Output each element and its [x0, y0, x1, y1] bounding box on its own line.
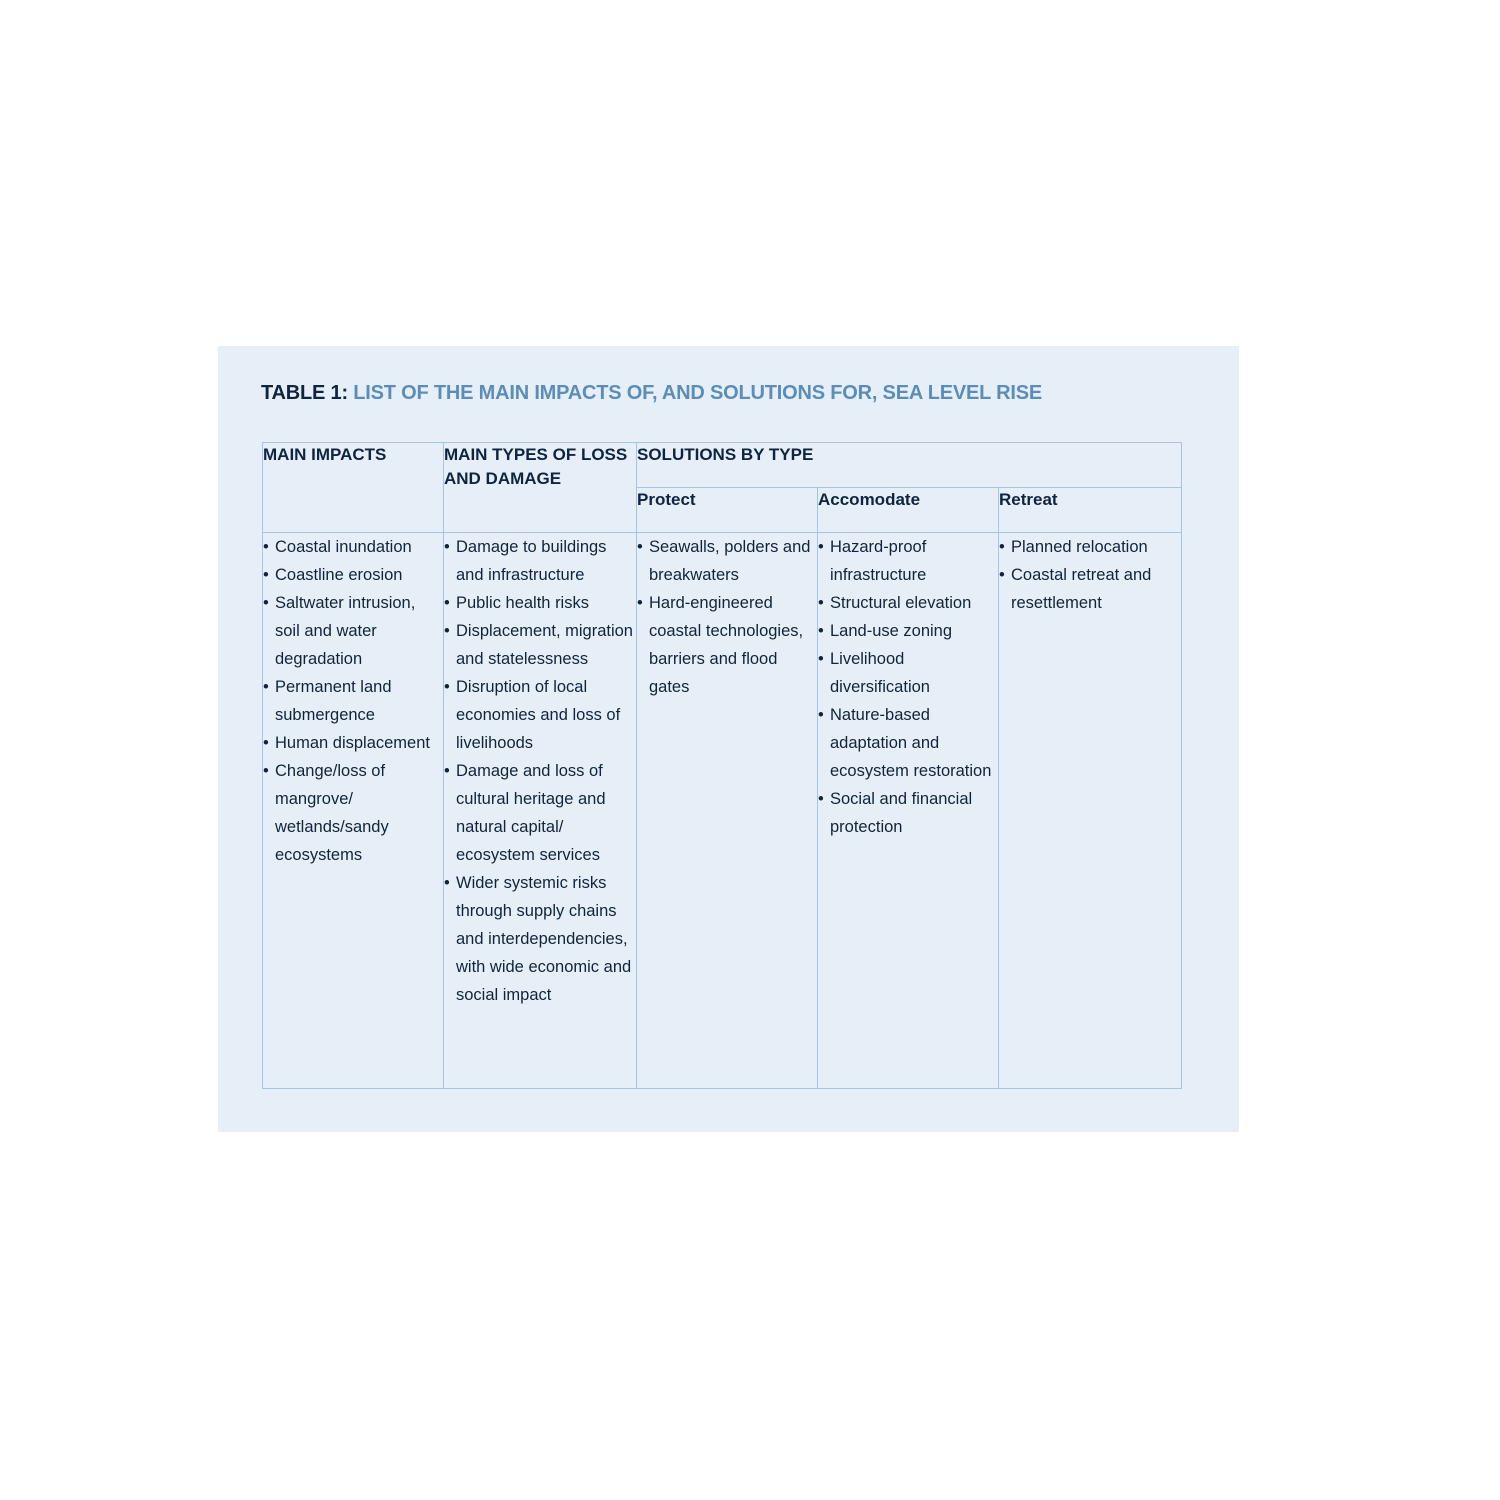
list-main-impacts — [263, 533, 443, 869]
list-item: • Coastline erosion — [263, 561, 443, 589]
list-item: • Hard-engineered coastal technologies, barriers and flood gates — [637, 589, 817, 701]
list-item: • Coastal retreat and resettlement — [999, 561, 1181, 617]
list-item: • Planned relocation — [999, 533, 1181, 561]
cell-protect — [637, 533, 818, 1089]
table-title-prefix: TABLE 1: — [261, 382, 348, 404]
list-item: • Hazard-proof infrastructure — [818, 533, 998, 589]
list-item: • Public health risks — [444, 589, 636, 617]
impacts-solutions-table — [262, 442, 1182, 1089]
header-protect: Protect — [637, 488, 818, 533]
list-loss-damage — [444, 533, 636, 1009]
list-item: • Human displacement — [263, 729, 443, 757]
list-item: • Change/loss of mangrove/ wetlands/sandy ecosystems — [263, 757, 443, 869]
cell-loss-damage — [444, 533, 637, 1089]
cell-retreat — [999, 533, 1182, 1089]
header-loss-damage: MAIN TYPES OF LOSS AND DAMAGE — [444, 443, 637, 533]
table-panel — [218, 346, 1239, 1132]
list-accommodate — [818, 533, 998, 841]
list-item: • Livelihood diversification — [818, 645, 998, 701]
list-item: • Seawalls, polders and breakwaters — [637, 533, 817, 589]
cell-accommodate — [818, 533, 999, 1089]
header-solutions-by-type: SOLUTIONS BY TYPE — [637, 443, 1182, 488]
list-item: • Coastal inundation — [263, 533, 443, 561]
list-item: • Land-use zoning — [818, 617, 998, 645]
header-accommodate: Accomodate — [818, 488, 999, 533]
list-item: • Wider systemic risks through supply chains and interdependencies, with wide economic and social impact — [444, 869, 636, 1009]
table-title-text: LIST OF THE MAIN IMPACTS OF, AND SOLUTIONS FOR, SEA LEVEL RISE — [353, 382, 1043, 404]
list-retreat — [999, 533, 1181, 617]
list-item: • Damage and loss of cultural heritage and natural capital/ ecosystem services — [444, 757, 636, 869]
list-item: • Disruption of local economies and loss of livelihoods — [444, 673, 636, 757]
list-protect — [637, 533, 817, 701]
list-item: • Nature-based adaptation and ecosystem restoration — [818, 701, 998, 785]
list-item: • Social and financial protection — [818, 785, 998, 841]
header-retreat: Retreat — [999, 488, 1182, 533]
table-title — [261, 380, 1042, 406]
list-item: • Damage to buildings and infrastructure — [444, 533, 636, 589]
cell-main-impacts — [263, 533, 444, 1089]
header-main-impacts: MAIN IMPACTS — [263, 443, 444, 533]
list-item: • Permanent land submergence — [263, 673, 443, 729]
list-item: • Displacement, migration and statelessness — [444, 617, 636, 673]
list-item: • Saltwater intrusion, soil and water degradation — [263, 589, 443, 673]
list-item: • Structural elevation — [818, 589, 998, 617]
